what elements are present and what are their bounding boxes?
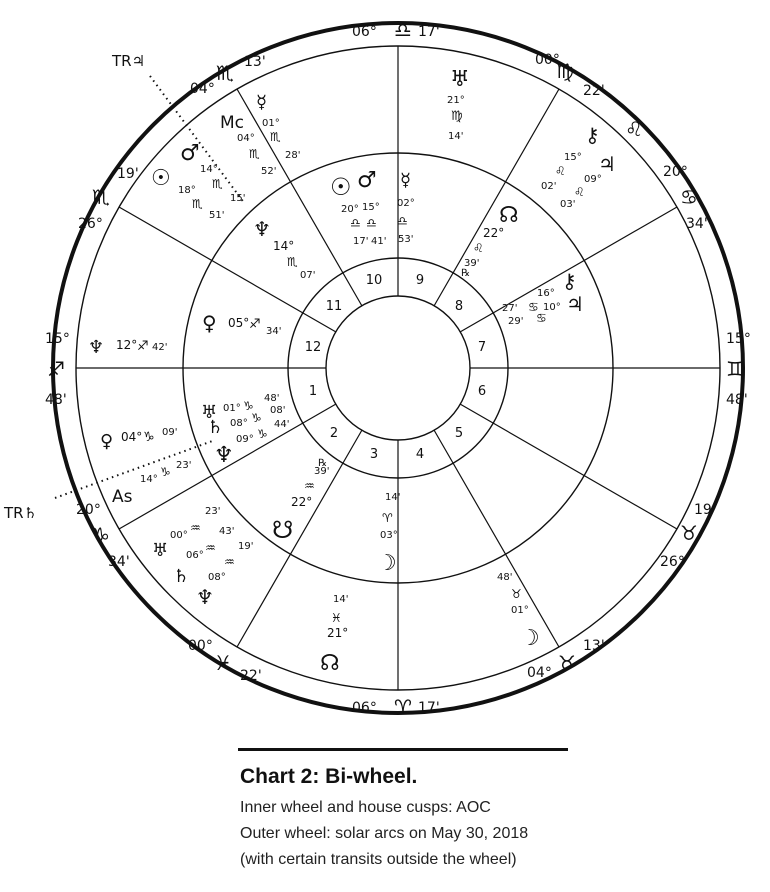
planet-degree: 02°: [397, 198, 415, 209]
planet-degree: 09°: [236, 434, 254, 445]
planet-sign: ♋: [528, 300, 539, 314]
cusp-desc-minute: 48': [726, 392, 748, 408]
outer-planet-uranus: [447, 67, 470, 142]
mercury-icon: ☿: [256, 92, 268, 113]
center-circle: [326, 296, 470, 440]
planet-degree: 12°: [116, 338, 138, 352]
venus-icon: ♀: [100, 431, 114, 452]
planet-sign: ♐: [137, 339, 149, 354]
cusp-desc-degree: 15°: [726, 331, 751, 347]
planet-degree: 14°: [200, 164, 218, 175]
cusp-c3-minute: 19': [694, 502, 716, 518]
caption-line-transits: (with certain transits outside the wheel): [240, 851, 517, 868]
planet-degree: 14°: [273, 239, 295, 253]
planet-minute: 39': [464, 258, 480, 269]
cusp-c5-degree: 00°: [188, 638, 213, 654]
north-node-icon: ☊: [320, 651, 340, 676]
house-number-6: 6: [477, 384, 487, 399]
cusp-c3-degree: 26°: [660, 554, 685, 570]
cusp-c1-degree: 00°: [535, 52, 560, 68]
planet-minute: 44': [274, 419, 290, 430]
planet-degree: 06°: [186, 550, 204, 561]
planet-minute: 41': [371, 236, 387, 247]
cusp-c8-sign: ♏: [216, 61, 234, 85]
planet-sign: ♏: [192, 197, 203, 211]
planet-minute: 29': [508, 316, 524, 327]
cusp-bottom-minute: 17': [418, 700, 440, 716]
planet-degree: 01°: [262, 118, 280, 129]
moon-icon: ☽: [377, 551, 397, 576]
planet-minute: 48': [264, 393, 280, 404]
cusp-c3-sign: ♉: [680, 521, 698, 545]
planet-minute: 53': [398, 234, 414, 245]
sun-icon: ☉: [330, 173, 352, 201]
neptune-icon: ♆: [196, 585, 214, 609]
planet-degree: 21°: [327, 626, 349, 640]
planet-degree: 08°: [208, 572, 226, 583]
caption-line-inner-wheel: Inner wheel and house cusps: AOC: [240, 799, 491, 816]
cusp-c7-minute: 19': [117, 166, 139, 182]
planet-degree: 18°: [178, 185, 196, 196]
saturn-icon: ♄: [207, 417, 224, 438]
cusp-asc-minute: 48': [45, 392, 67, 408]
midheaven-icon: Mc: [220, 113, 245, 133]
cusp-c6-sign: ♑: [92, 523, 110, 547]
uranus-icon: ♅: [450, 67, 470, 92]
planet-sign: ♓: [331, 611, 342, 625]
chart-caption: [238, 748, 568, 877]
cusp-c8-degree: 04°: [190, 81, 215, 97]
venus-icon: ♀: [202, 311, 217, 335]
planet-minute: 14': [385, 492, 401, 503]
inner-planet-neptune-sc: [253, 217, 315, 281]
planet-degree: 22°: [483, 226, 505, 240]
transit-labels: [3, 52, 145, 522]
planet-sign: ♏: [249, 147, 260, 161]
planet-degree: 03°: [380, 530, 398, 541]
house-number-7: 7: [477, 340, 487, 355]
planet-sign: ♍: [451, 109, 463, 124]
planet-sign: ♑: [251, 411, 262, 425]
outer-planet-node-pisces: [320, 594, 348, 676]
planet-sign: ♏: [287, 255, 298, 269]
house-number-11: 11: [325, 299, 343, 314]
cusp-top-sign: ♎: [394, 18, 412, 42]
sign-leo-glyph: ♌: [625, 117, 643, 141]
planet-sign: ♎: [397, 214, 408, 228]
planet-degree: 15°: [564, 152, 582, 163]
planet-sign: ♎: [366, 216, 377, 230]
uranus-icon: ♅: [152, 540, 169, 561]
planet-sign: ♒: [190, 521, 201, 535]
planet-minute: 39': [314, 466, 330, 477]
cusp-asc-degree: 15°: [45, 331, 70, 347]
planet-minute: 34': [266, 326, 282, 337]
planet-sign: ♒: [304, 479, 315, 493]
planet-degree: 00°: [170, 530, 188, 541]
cusp-asc-sign: ♐: [47, 357, 65, 381]
planet-degree: 20°: [341, 204, 359, 215]
planet-sign: ♒: [205, 541, 216, 555]
planet-degree: 04°: [121, 430, 143, 444]
planet-minute: 08': [270, 405, 286, 416]
neptune-icon: ♆: [253, 217, 271, 241]
cusp-top-degree: 06°: [352, 24, 377, 40]
cusp-c5-sign: ♓: [214, 651, 232, 675]
cusp-desc-sign: ♊: [726, 357, 744, 381]
house-number-10: 10: [365, 273, 383, 288]
planet-sign: ♌: [555, 164, 566, 178]
planet-sign: ♑: [243, 399, 254, 413]
cusp-c8-minute: 13': [244, 54, 266, 70]
planet-degree: 01°: [511, 605, 529, 616]
mars-icon: ♂: [180, 141, 200, 166]
planet-degree: 21°: [447, 95, 465, 106]
saturn-icon: ♄: [173, 566, 190, 587]
planet-minute: 02': [541, 181, 557, 192]
north-node-icon: ☊: [499, 203, 519, 228]
inner-planet-venus: [202, 311, 281, 337]
cusp-c2-sign: ♋: [680, 185, 698, 209]
planet-minute: 51': [209, 210, 225, 221]
planet-degree: 05°: [228, 316, 250, 330]
outer-planet-moon-aries: [377, 492, 400, 576]
planet-sign: ♑: [143, 430, 155, 445]
chiron-icon: ⚷: [562, 269, 577, 293]
sun-icon: ☉: [151, 166, 171, 191]
planet-minute: 07': [300, 270, 316, 281]
planet-degree: 10°: [543, 302, 561, 313]
planet-minute: 23': [176, 460, 192, 471]
cusp-bottom-sign: ♈: [394, 695, 412, 719]
inner-planet-mercury: [397, 170, 415, 245]
caption-title: Chart 2: Bi-wheel.: [240, 765, 418, 788]
cusp-c4-degree: 04°: [527, 665, 552, 681]
planet-minute: 14': [333, 594, 349, 605]
planet-sign: ♌: [473, 241, 484, 255]
house-number-3: 3: [369, 447, 379, 462]
cusp-c2-degree: 20°: [663, 164, 688, 180]
house-number-5: 5: [454, 426, 464, 441]
planet-minute: 27': [502, 303, 518, 314]
house-number-12: 12: [304, 340, 322, 355]
planet-degree: 16°: [537, 288, 555, 299]
planet-degree: 04°: [237, 133, 255, 144]
cusp-c2-minute: 34': [686, 216, 708, 232]
planet-degree: 14°: [140, 474, 158, 485]
caption-rule: [238, 748, 568, 751]
planet-sign: ♏: [212, 177, 223, 191]
planet-minute: 48': [497, 572, 513, 583]
inner-wheel-planets: [201, 168, 584, 544]
planet-degree: 22°: [291, 495, 313, 509]
planet-minute: 19': [238, 541, 254, 552]
outer-planet-moon-taurus: [497, 572, 540, 651]
planet-minute: 14': [448, 131, 464, 142]
planet-minute: 28': [285, 150, 301, 161]
transit-saturn-label: TR♄: [4, 504, 38, 522]
retrograde-mark: ℞: [461, 268, 470, 279]
outer-planet-mercury: [256, 92, 300, 161]
cusp-c7-sign: ♏: [92, 185, 110, 209]
inner-planet-neptune-cap: [214, 419, 289, 468]
planet-sign: ♎: [350, 216, 361, 230]
planet-sign: ♑: [160, 465, 171, 479]
house-cusp-lines: [76, 46, 720, 690]
neptune-icon: ♆: [88, 337, 105, 358]
planet-minute: 03': [560, 199, 576, 210]
planet-degree: 08°: [230, 418, 248, 429]
cusp-c4-sign: ♉: [558, 651, 576, 675]
jupiter-icon: ♃: [598, 152, 616, 176]
planet-minute: 43': [219, 526, 235, 537]
mars-icon: ♂: [357, 168, 377, 193]
cusp-c7-degree: 26°: [78, 216, 103, 232]
transit-jupiter-label: TR♃: [112, 52, 146, 70]
house-numbers: [305, 273, 486, 462]
moon-icon: ☽: [520, 626, 540, 651]
outer-planet-ascendant: [112, 460, 191, 507]
cusp-c1-sign: ♍: [556, 59, 574, 83]
planet-sign: ♑: [257, 427, 268, 441]
planet-sign: ♒: [224, 555, 235, 569]
south-node-icon: ☋: [272, 516, 294, 544]
mercury-icon: ☿: [400, 170, 412, 191]
inner-planet-north-node: [461, 203, 519, 279]
planet-sign: ♌: [574, 185, 585, 199]
ascendant-icon: As: [112, 487, 133, 507]
house-number-1: 1: [308, 384, 318, 399]
planet-minute: 17': [353, 236, 369, 247]
planet-degree: 01°: [223, 403, 241, 414]
caption-line-outer-wheel: Outer wheel: solar arcs on May 30, 2018: [240, 825, 529, 842]
planet-sign: ♉: [511, 587, 522, 601]
planet-minute: 42': [152, 342, 168, 353]
planet-degree: 09°: [584, 174, 602, 185]
cusp-bottom-degree: 06°: [352, 700, 377, 716]
uranus-icon: ♅: [201, 402, 218, 423]
cusp-c4-minute: 13': [583, 638, 605, 654]
planet-minute: 15': [230, 193, 246, 204]
cusp-c1-minute: 22': [583, 83, 605, 99]
house-number-4: 4: [415, 447, 425, 462]
jupiter-icon: ♃: [566, 292, 584, 316]
chiron-icon: ⚷: [585, 123, 600, 147]
cusp-c6-degree: 20°: [76, 502, 101, 518]
cusp-top-minute: 17': [418, 24, 440, 40]
house-number-2: 2: [329, 426, 339, 441]
planet-minute: 23': [205, 506, 221, 517]
house-number-8: 8: [454, 299, 464, 314]
planet-sign: ♈: [382, 511, 393, 525]
planet-sign: ♏: [270, 130, 281, 144]
outer-planet-venus: [100, 427, 177, 452]
retrograde-mark: ℞: [318, 458, 327, 469]
cusp-c5-minute: 22': [240, 668, 262, 684]
planet-minute: 09': [162, 427, 178, 438]
planet-degree: 15°: [362, 202, 380, 213]
house-number-9: 9: [415, 273, 425, 288]
outer-planet-neptune-sag: [88, 337, 167, 358]
planet-sign: ♐: [249, 317, 261, 332]
neptune-icon: ♆: [214, 443, 234, 468]
planet-minute: 52': [261, 166, 277, 177]
planet-sign: ♋: [536, 311, 547, 325]
cusp-c6-minute: 34': [108, 554, 130, 570]
